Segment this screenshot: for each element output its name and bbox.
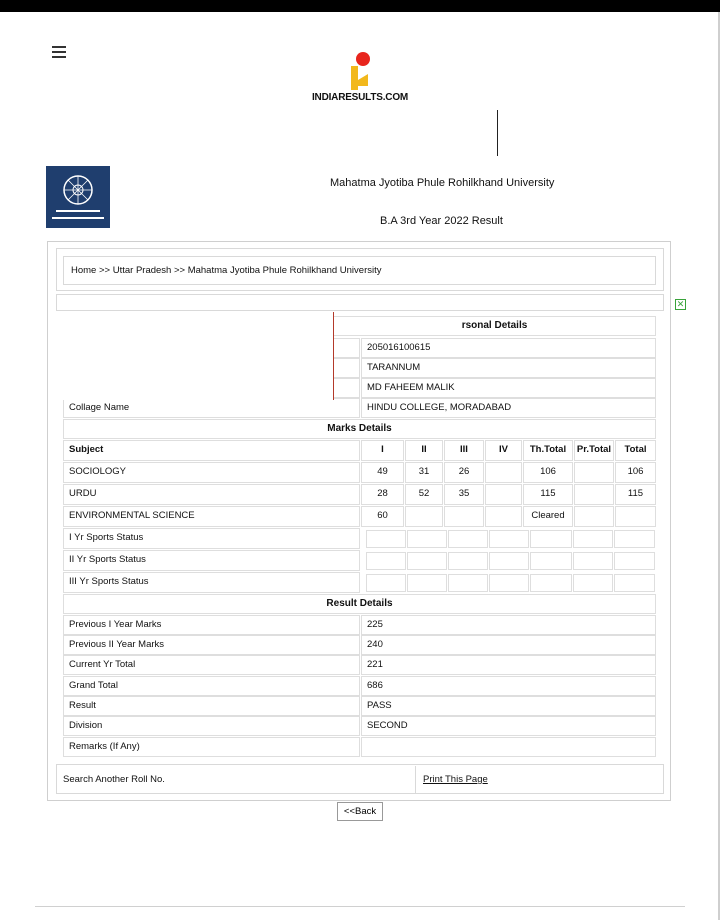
sports-cell bbox=[448, 574, 488, 592]
sports-cell bbox=[614, 530, 655, 548]
result-title: B.A 3rd Year 2022 Result bbox=[380, 215, 503, 227]
result-label: Result bbox=[63, 696, 360, 716]
footer-line bbox=[35, 906, 685, 907]
result-value bbox=[361, 737, 656, 757]
personal-label-cell bbox=[333, 378, 360, 398]
college-label: Collage Name bbox=[63, 398, 360, 418]
sports-cell bbox=[573, 574, 613, 592]
mark-cell: Cleared bbox=[523, 506, 573, 527]
overlay-edge bbox=[333, 312, 334, 400]
mark-cell: 115 bbox=[615, 484, 656, 505]
subject-name: ENVIRONMENTAL SCIENCE bbox=[63, 506, 360, 527]
mark-cell: 28 bbox=[361, 484, 404, 505]
sports-cell bbox=[448, 530, 488, 548]
back-button[interactable]: <<Back bbox=[337, 802, 383, 821]
sports-cell bbox=[407, 574, 447, 592]
sports-cell bbox=[530, 530, 572, 548]
close-icon[interactable]: ✕ bbox=[676, 299, 685, 309]
result-label: Previous I Year Marks bbox=[63, 615, 360, 635]
mark-cell: 106 bbox=[523, 462, 573, 483]
print-page-link[interactable]: Print This Page bbox=[423, 774, 488, 785]
sports-cell bbox=[407, 552, 447, 570]
mark-cell bbox=[405, 506, 443, 527]
mark-cell bbox=[574, 484, 614, 505]
mark-cell bbox=[615, 506, 656, 527]
mark-cell: 52 bbox=[405, 484, 443, 505]
sports-status-label: I Yr Sports Status bbox=[63, 528, 360, 549]
brand-name: INDIARESULTS.COM bbox=[311, 92, 409, 103]
mark-cell bbox=[574, 462, 614, 483]
breadcrumb[interactable]: Home >> Uttar Pradesh >> Mahatma Jyotiba Phule Rohilkhand University bbox=[63, 256, 656, 285]
sports-cell bbox=[366, 552, 406, 570]
divider-line bbox=[497, 110, 498, 156]
university-crest-icon bbox=[46, 166, 110, 228]
result-label: Previous II Year Marks bbox=[63, 635, 360, 655]
mark-cell bbox=[485, 462, 522, 483]
menu-icon[interactable] bbox=[52, 46, 66, 60]
col-subject: Subject bbox=[63, 440, 360, 461]
sports-cell bbox=[407, 530, 447, 548]
sports-cell bbox=[614, 552, 655, 570]
sports-cell bbox=[530, 574, 572, 592]
col-paper-2: II bbox=[405, 440, 443, 461]
marks-details-heading: Marks Details bbox=[63, 419, 656, 439]
col-paper-4: IV bbox=[485, 440, 522, 461]
mark-cell: 26 bbox=[444, 462, 484, 483]
result-label: Remarks (If Any) bbox=[63, 737, 360, 757]
result-value: 240 bbox=[361, 635, 656, 655]
mark-cell: 31 bbox=[405, 462, 443, 483]
mark-cell bbox=[444, 506, 484, 527]
search-another-link[interactable]: Search Another Roll No. bbox=[63, 774, 165, 785]
result-label: Grand Total bbox=[63, 676, 360, 696]
mark-cell bbox=[485, 484, 522, 505]
sports-cell bbox=[573, 552, 613, 570]
subject-name: URDU bbox=[63, 484, 360, 505]
sports-cell bbox=[489, 574, 529, 592]
overlay-panel bbox=[56, 312, 333, 400]
mark-cell bbox=[574, 506, 614, 527]
result-label: Division bbox=[63, 716, 360, 736]
college-value: HINDU COLLEGE, MORADABAD bbox=[361, 398, 656, 418]
footer-divider bbox=[415, 766, 416, 793]
subject-name: SOCIOLOGY bbox=[63, 462, 360, 483]
status-bar bbox=[0, 0, 720, 12]
col-paper-3: III bbox=[444, 440, 484, 461]
father-name-value: MD FAHEEM MALIK bbox=[361, 378, 656, 398]
spacer-row bbox=[56, 294, 664, 311]
sports-status-label: III Yr Sports Status bbox=[63, 572, 360, 593]
indiaresults-logo-icon bbox=[348, 52, 374, 92]
result-value: 225 bbox=[361, 615, 656, 635]
result-value: 686 bbox=[361, 676, 656, 696]
mark-cell bbox=[485, 506, 522, 527]
sports-status-label: II Yr Sports Status bbox=[63, 550, 360, 571]
col-total: Total bbox=[615, 440, 656, 461]
sports-cell bbox=[366, 530, 406, 548]
result-details-heading: Result Details bbox=[63, 594, 656, 614]
sports-cell bbox=[573, 530, 613, 548]
sports-cell bbox=[530, 552, 572, 570]
sports-cell bbox=[448, 552, 488, 570]
col-th-total: Th.Total bbox=[523, 440, 573, 461]
result-value: PASS bbox=[361, 696, 656, 716]
sports-cell bbox=[489, 552, 529, 570]
mark-cell: 60 bbox=[361, 506, 404, 527]
col-pr-total: Pr.Total bbox=[574, 440, 614, 461]
university-title: Mahatma Jyotiba Phule Rohilkhand University bbox=[330, 177, 555, 189]
result-label: Current Yr Total bbox=[63, 655, 360, 675]
sports-cell bbox=[366, 574, 406, 592]
roll-number-value: 205016100615 bbox=[361, 338, 656, 358]
personal-details-heading: rsonal Details bbox=[333, 316, 656, 336]
student-name-value: TARANNUM bbox=[361, 358, 656, 378]
result-value: 221 bbox=[361, 655, 656, 675]
mark-cell: 35 bbox=[444, 484, 484, 505]
site-logo[interactable] bbox=[300, 52, 420, 107]
personal-label-cell bbox=[333, 338, 360, 358]
sports-cell bbox=[489, 530, 529, 548]
mark-cell: 115 bbox=[523, 484, 573, 505]
personal-label-cell bbox=[333, 358, 360, 378]
result-value: SECOND bbox=[361, 716, 656, 736]
mark-cell: 106 bbox=[615, 462, 656, 483]
sports-cell bbox=[614, 574, 655, 592]
mark-cell: 49 bbox=[361, 462, 404, 483]
col-paper-1: I bbox=[361, 440, 404, 461]
